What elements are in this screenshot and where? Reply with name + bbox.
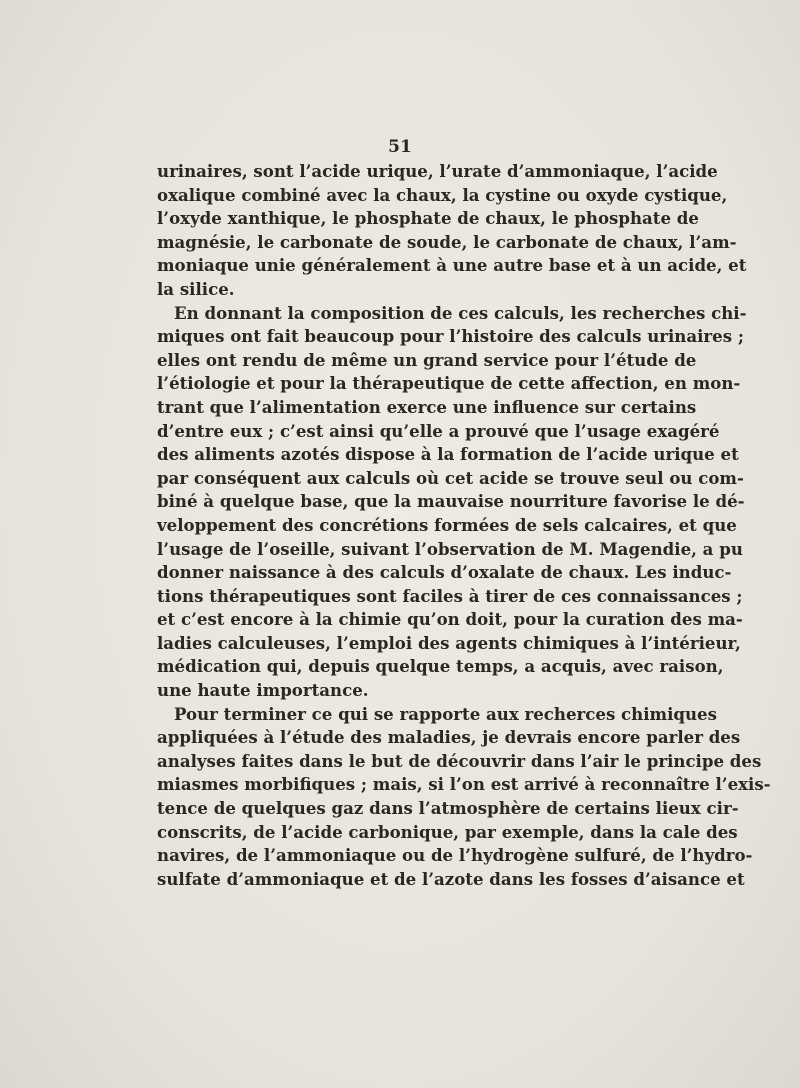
body-text	[157, 160, 771, 891]
text-line: appliquées à l’étude des maladies, je devrais encore parler des	[157, 727, 741, 748]
text-line: par conséquent aux calculs où cet acide se trouve seul ou com-	[157, 467, 744, 488]
text-line: et c’est encore à la chimie qu’on doit, pour la curation des ma-	[157, 609, 743, 630]
text-line: conscrits, de l’acide carbonique, par exemple, dans la cale des	[157, 821, 738, 842]
text-line: donner naissance à des calculs d’oxalate de chaux. Les induc-	[157, 562, 732, 583]
text-line: la silice.	[157, 278, 235, 299]
text-line: analyses faites dans le but de découvrir dans l’air le principe des	[157, 750, 762, 771]
page-number: 51	[388, 137, 412, 157]
text-line: Pour terminer ce qui se rapporte aux recherces chimiques	[174, 703, 717, 724]
text-line: navires, de l’ammoniaque ou de l’hydrogène sulfuré, de l’hydro-	[157, 845, 753, 866]
text-line: miasmes morbifiques ; mais, si l’on est arrivé à reconnaître l’exis-	[157, 774, 771, 795]
text-line: tions thérapeutiques sont faciles à tirer de ces connaissances ;	[157, 585, 743, 606]
text-line: elles ont rendu de même un grand service pour l’étude de	[157, 349, 697, 370]
text-line: ladies calculeuses, l’emploi des agents chimiques à l’intérieur,	[157, 632, 741, 653]
text-line: biné à quelque base, que la mauvaise nourriture favorise le dé-	[157, 491, 745, 512]
text-line: une haute importance.	[157, 680, 369, 701]
text-line: magnésie, le carbonate de soude, le carbonate de chaux, l’am-	[157, 231, 737, 252]
text-line: sulfate d’ammoniaque et de l’azote dans les fosses d’aisance et	[157, 868, 745, 889]
text-line: l’usage de l’oseille, suivant l’observation de M. Magendie, a pu	[157, 538, 743, 559]
text-line: En donnant la composition de ces calculs, les recherches chi-	[174, 302, 747, 323]
text-line: l’oxyde xanthique, le phosphate de chaux, le phosphate de	[157, 208, 699, 229]
text-line: oxalique combiné avec la chaux, la cystine ou oxyde cystique,	[157, 184, 728, 205]
text-line: miques ont fait beaucoup pour l’histoire des calculs urinaires ;	[157, 326, 744, 347]
text-line: tence de quelques gaz dans l’atmosphère de certains lieux cir-	[157, 798, 739, 819]
text-line: des aliments azotés dispose à la formation de l’acide urique et	[157, 444, 739, 465]
text-line: urinaires, sont l’acide urique, l’urate d’ammoniaque, l’acide	[157, 161, 718, 181]
text-line: trant que l’alimentation exerce une influence sur certains	[157, 396, 697, 417]
text-line: médication qui, depuis quelque temps, a acquis, avec raison,	[157, 656, 724, 677]
text-line: l’étiologie et pour la thérapeutique de cette affection, en mon-	[157, 373, 741, 394]
text-line: moniaque unie généralement à une autre base et à un acide, et	[157, 255, 747, 276]
text-line: veloppement des concrétions formées de sels calcaires, et que	[157, 514, 737, 535]
text-line: d’entre eux ; c’est ainsi qu’elle a prouvé que l’usage exagéré	[157, 420, 720, 441]
